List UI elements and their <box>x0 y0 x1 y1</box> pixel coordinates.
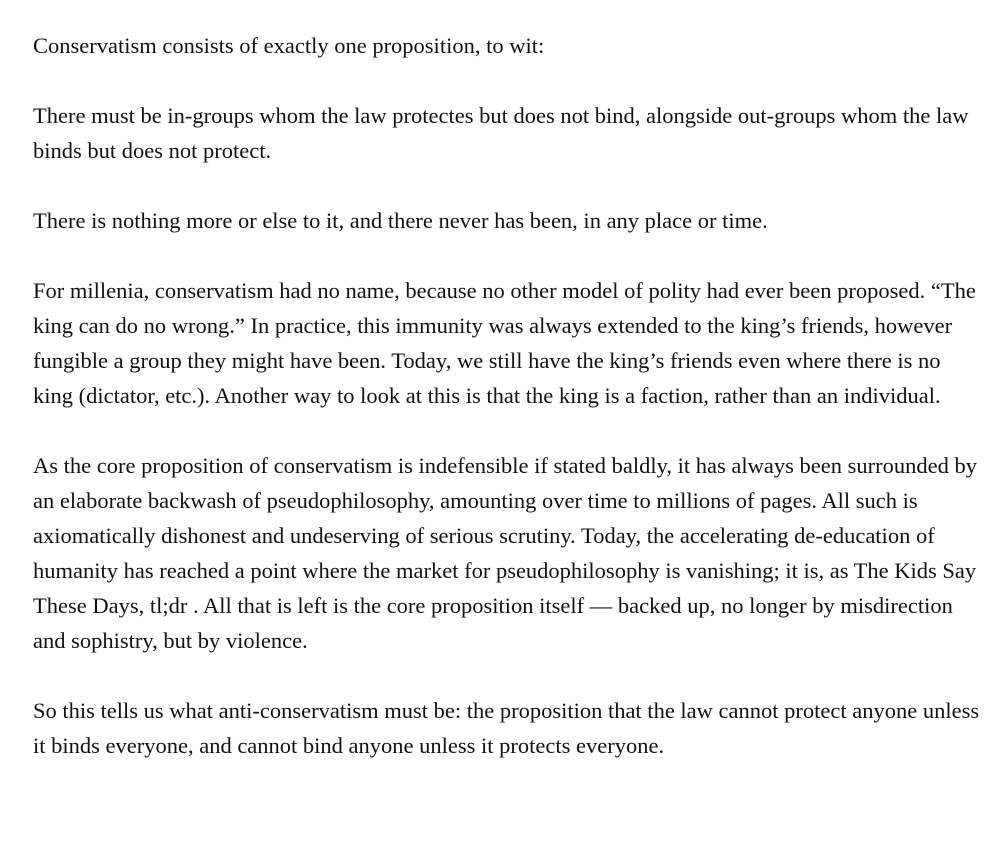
paragraph-core-proposition: There must be in-groups whom the law protectes but does not bind, alongside out-groups whom the law binds but does not protect. <box>33 103 969 163</box>
paragraph-king-faction: For millenia, conservatism had no name, because no other model of polity had ever been proposed. “The king can do no wrong.” In practice, this immunity was always extended to the king’s friends, however fungible a group they might have been. Today, we still have the king’s friends even where there is no king (dictator, etc.). Another way to look at this is that the king is a faction, rather than an individual. <box>33 278 976 408</box>
paragraph-nothing-more: There is nothing more or else to it, and there never has been, in any place or time. <box>33 208 768 233</box>
paragraph-pseudophilosophy: As the core proposition of conservatism is indefensible if stated baldly, it has always been surrounded by an elaborate backwash of pseudophilosophy, amounting over time to millions of pages. All such is axiomatically dishonest and undeserving of serious scrutiny. Today, the accelerating de-education of humanity has reached a point where the market for pseudophilosophy is vanishing; it is, as The Kids Say These Days, tl;dr . All that is left is the core proposition itself — backed up, no longer by misdirection and sophistry, but by violence. <box>33 453 977 653</box>
paragraph-anti-conservatism: So this tells us what anti-conservatism must be: the proposition that the law cannot protect anyone unless it binds everyone, and cannot bind anyone unless it protects everyone. <box>33 698 980 758</box>
paragraph-intro: Conservatism consists of exactly one proposition, to wit: <box>33 33 545 58</box>
article-body <box>33 28 981 763</box>
